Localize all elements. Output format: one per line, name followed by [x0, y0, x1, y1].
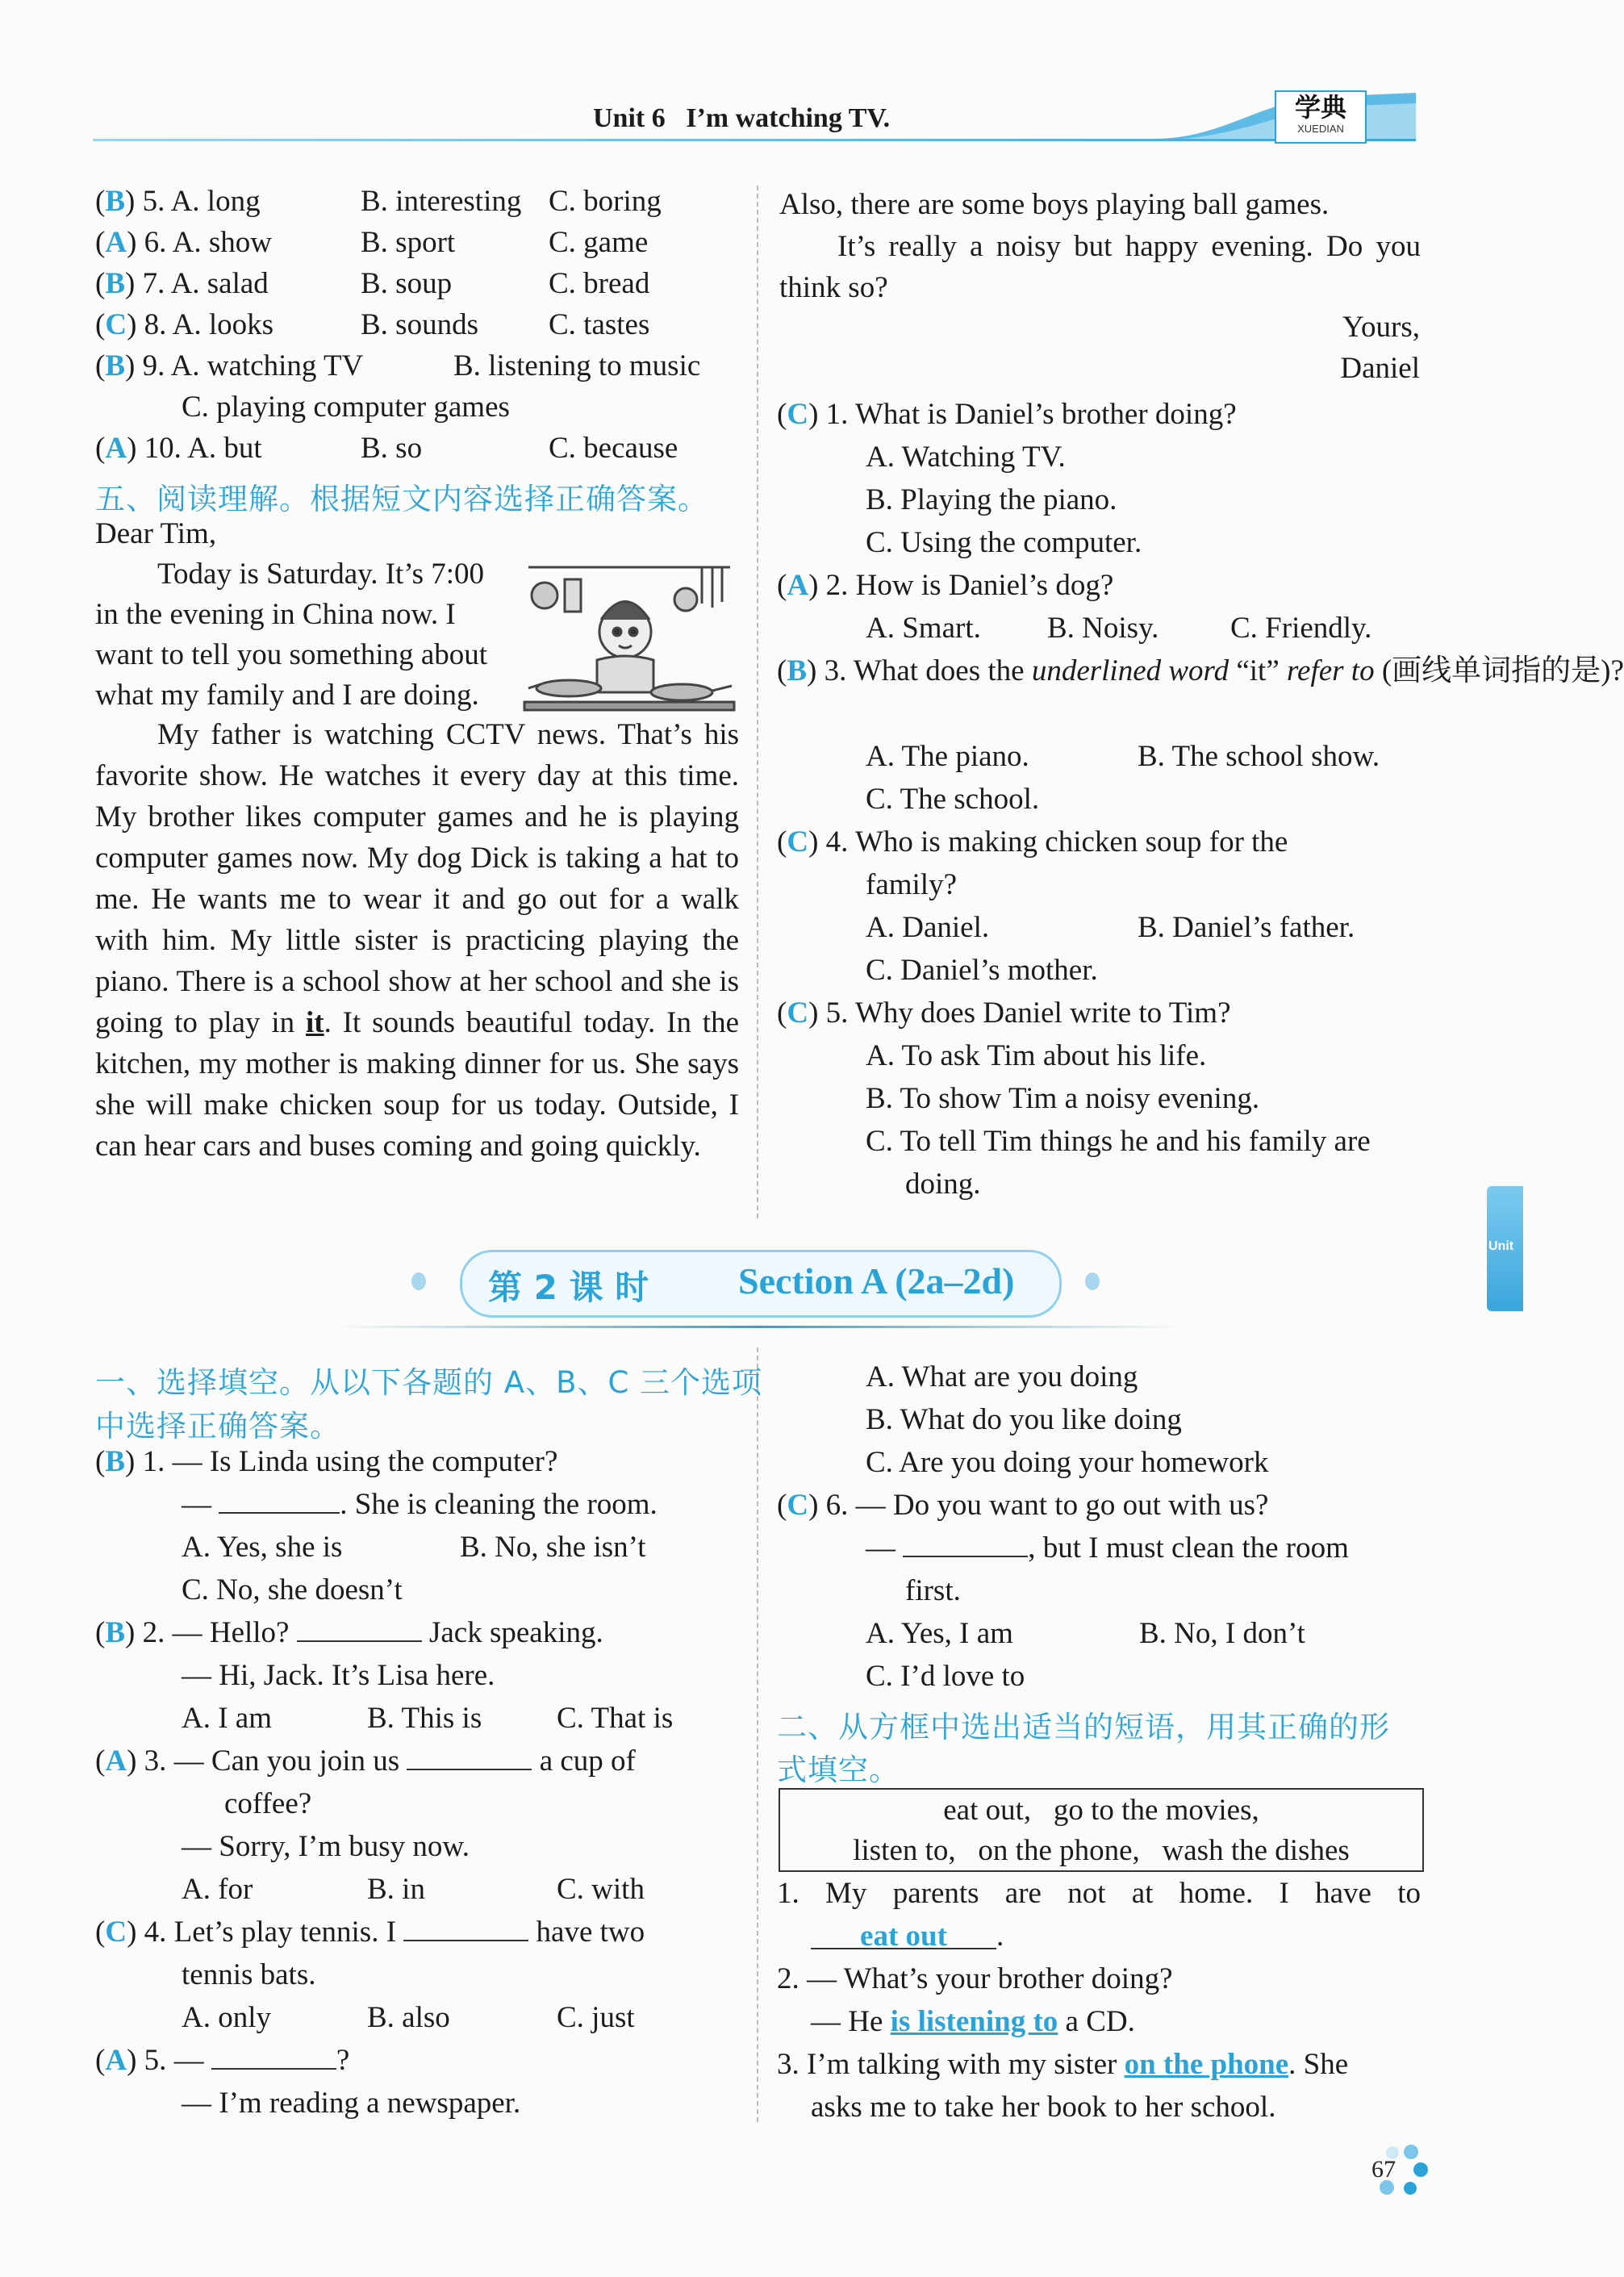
p1q1-line2: — . She is cleaning the room. [182, 1488, 658, 1521]
deco-dot-3 [1413, 2162, 1428, 2177]
p1q4-blank[interactable] [403, 1916, 528, 1941]
banner-dot-left [411, 1272, 426, 1290]
p1q5-line1: (A) 5. — ? [95, 2044, 350, 2077]
cloze-q6-b: B. sport [361, 226, 456, 259]
letter-paragraph-2: My father is watching CCTV news. That’s his favorite show. He watches it every day at this time. My brother likes computer games and he is playing computer games now. My dog Dick is taking a hat to me. He wants me to wear it and go out for a walk with him. My little sister is practicing playing the piano. There is a school show at her school and she is going to play in it. It sounds beautiful today. In the kitchen, my mother is making dinner for us. She says she will make chicken soup for us today. Outside, I can hear cars and buses coming and going quickly. [95, 718, 740, 1163]
rq5-c-line2: doing. [905, 1168, 981, 1201]
cloze-q7: (B) 7. A. salad [95, 267, 269, 300]
page-header [93, 89, 1416, 145]
p1q2-line2: — Hi, Jack. It’s Lisa here. [182, 1659, 495, 1692]
cloze-q9-c: C. playing computer games [182, 391, 510, 424]
p1q6-blank[interactable] [903, 1531, 1028, 1557]
logo-box [1275, 90, 1367, 144]
p1q1-c: C. No, she doesn’t [182, 1573, 403, 1606]
cloze-q5-c: C. boring [549, 185, 662, 218]
p1q6-c: C. I’d love to [866, 1660, 1025, 1693]
rq1-stem: (C) 1. What is Daniel’s brother doing? [777, 398, 1237, 431]
rq5-c-line1: C. To tell Tim things he and his family are [866, 1125, 1371, 1158]
intro-line-1: Today is Saturday. It’s 7:00 [157, 558, 485, 591]
cloze-q7-b: B. soup [361, 267, 453, 300]
rq1-b: B. Playing the piano. [866, 483, 1117, 516]
p1q2-a: A. I am [182, 1702, 272, 1735]
p1q4-a: A. only [182, 2001, 271, 2034]
p2s1-answer-blank[interactable] [811, 1919, 996, 1953]
cloze-q10-b: B. so [361, 432, 423, 465]
p1q6-b: B. No, I don’t [1139, 1617, 1305, 1650]
column-divider-bottom [757, 1347, 758, 2122]
p1q3-line1: (A) 3. — Can you join us a cup of [95, 1744, 636, 1778]
rq4-c: C. Daniel’s mother. [866, 954, 1098, 987]
cloze-q10-c: C. because [549, 432, 678, 465]
letter-greeting: Dear Tim, [95, 517, 217, 550]
rq4-stem-line1: (C) 4. Who is making chicken soup for the [777, 825, 1288, 859]
rq4-a: A. Daniel. [866, 911, 990, 944]
cloze-q6: (A) 6. A. show [95, 226, 272, 259]
part1-heading-line2: 中选择正确答案。 [95, 1409, 340, 1443]
p2s3-line2: asks me to take her book to her school. [811, 2091, 1276, 2124]
rq3-c: C. The school. [866, 783, 1040, 816]
p2s2-line2: — He is listening to a CD. [811, 2005, 1135, 2038]
p1q3-line2: coffee? [224, 1787, 312, 1820]
rq4-stem-line2: family? [866, 868, 958, 901]
p1q2-b: B. This is [367, 1702, 482, 1735]
phrase-box-line2: listen to, on the phone, wash the dishes [853, 1834, 1350, 1867]
letter-closing: Yours, [1342, 311, 1420, 344]
cloze-q6-c: C. game [549, 226, 649, 259]
p2s3-line1: 3. I’m talking with my sister on the phone. She [777, 2048, 1349, 2081]
rq5-a: A. To ask Tim about his life. [866, 1039, 1207, 1072]
p1q2-blank[interactable] [297, 1616, 422, 1642]
underlined-word-it: it [306, 1006, 324, 1039]
part2-heading-line2: 式填空。 [777, 1753, 900, 1787]
section-banner [355, 1247, 1162, 1319]
intro-line-4: what my family and I are doing. [95, 679, 479, 712]
p1q1-blank[interactable] [219, 1488, 340, 1514]
page-number: 67 [1371, 2156, 1396, 2183]
p1q4-line2: tennis bats. [182, 1958, 316, 1991]
cloze-q9-b: B. listening to music [453, 349, 701, 382]
banner-line [331, 1326, 1186, 1328]
part2-heading-line1: 二、从方框中选出适当的短语，用其正确的形 [777, 1710, 1390, 1744]
p2s2-line1: 2. — What’s your brother doing? [777, 1962, 1173, 1995]
p1q1-line1: (B) 1. — Is Linda using the computer? [95, 1445, 558, 1478]
p1q1-b: B. No, she isn’t [460, 1531, 646, 1564]
rq2-b: B. Noisy. [1047, 612, 1159, 645]
letter-paragraph-3: Also, there are some boys playing ball games. [779, 188, 1330, 221]
p1q4-b: B. also [367, 2001, 450, 2034]
p1q2-line1: (B) 2. — Hello? Jack speaking. [95, 1616, 603, 1649]
p1q3-line3: — Sorry, I’m busy now. [182, 1830, 470, 1863]
banner-lesson: 第 2 课 时 [488, 1268, 649, 1307]
p2s2-answer[interactable]: is listening to [890, 2005, 1058, 2038]
cloze-q5: (B) 5. A. long [95, 185, 261, 218]
p2s3-answer[interactable]: on the phone [1124, 2048, 1289, 2081]
cloze-q5-b: B. interesting [361, 185, 522, 218]
p1q5-a: A. What are you doing [866, 1360, 1138, 1393]
column-divider-top [757, 186, 758, 1218]
phrase-box-line1: eat out, go to the movies, [943, 1794, 1259, 1827]
p1q6-line2: — , but I must clean the room [866, 1531, 1349, 1565]
rq4-b: B. Daniel’s father. [1138, 911, 1355, 944]
p1q3-b: B. in [367, 1873, 425, 1906]
p2s1-answer: eat out [860, 1920, 947, 1953]
side-unit-tab [1487, 1186, 1523, 1311]
part1-heading-line1: 一、选择填空。从以下各题的 A、B、C 三个选项 [95, 1365, 763, 1400]
banner-dot-right [1085, 1272, 1100, 1290]
cloze-q9: (B) 9. A. watching TV [95, 349, 364, 382]
cloze-q8-c: C. tastes [549, 308, 650, 341]
rq2-c: C. Friendly. [1230, 612, 1372, 645]
header-title: Unit 6 I’m watching TV. [593, 103, 891, 133]
page-number-decoration [1371, 2145, 1444, 2201]
banner-section: Section A (2a–2d) [738, 1260, 1015, 1301]
side-tab-label: Unit [1488, 1239, 1514, 1253]
rq3-b: B. The school show. [1138, 740, 1380, 773]
intro-line-2: in the evening in China now. I [95, 598, 456, 631]
p1q5-b: B. What do you like doing [866, 1403, 1182, 1436]
letter-paragraph-4: It’s really a noisy but happy evening. Do you think so? [779, 230, 1421, 304]
logo-cn: 学典 [1294, 92, 1346, 123]
p1q5-c: C. Are you doing your homework [866, 1446, 1269, 1479]
rq2-a: A. Smart. [866, 612, 981, 645]
rq1-c: C. Using the computer. [866, 526, 1142, 559]
cooking-girl-illustration [520, 555, 738, 717]
cloze-q8: (C) 8. A. looks [95, 308, 274, 341]
p1q3-a: A. for [182, 1873, 253, 1906]
p1q1-a: A. Yes, she is [182, 1531, 343, 1564]
cloze-q10: (A) 10. A. but [95, 432, 262, 465]
deco-dot-5 [1404, 2182, 1417, 2195]
cloze-q8-b: B. sounds [361, 308, 478, 341]
cloze-q7-c: C. bread [549, 267, 650, 300]
p2s1-line1: 1. My parents are not at home. I have to [777, 1877, 1421, 1910]
p1q3-c: C. with [557, 1873, 645, 1906]
p1q5-line2: — I’m reading a newspaper. [182, 2087, 521, 2120]
p1q6-line1: (C) 6. — Do you want to go out with us? [777, 1489, 1269, 1522]
deco-dot-2 [1404, 2145, 1418, 2159]
p2s1-line2: eat out . [811, 1919, 1004, 1954]
reading-heading: 五、阅读理解。根据短文内容选择正确答案。 [95, 482, 708, 516]
p1q3-blank[interactable] [407, 1744, 532, 1770]
p1q4-line1: (C) 4. Let’s play tennis. I have two [95, 1916, 645, 1949]
rq3-a: A. The piano. [866, 740, 1029, 773]
phrase-box [779, 1788, 1424, 1872]
rq5-b: B. To show Tim a noisy evening. [866, 1082, 1260, 1115]
logo-en: XUEDIAN [1297, 123, 1344, 135]
p1q4-c: C. just [557, 2001, 635, 2034]
p1q5-blank[interactable] [211, 2044, 336, 2070]
rq1-a: A. Watching TV. [866, 441, 1066, 474]
rq3-stem-line1: (B) 3. What does the underlined word “it” refer to (画线单词指的是)? [777, 654, 1624, 687]
p1q6-line3: first. [905, 1574, 961, 1607]
rq5-stem: (C) 5. Why does Daniel write to Tim? [777, 996, 1231, 1030]
p1q6-a: A. Yes, I am [866, 1617, 1013, 1650]
p1q2-c: C. That is [557, 1702, 674, 1735]
rq2-stem: (A) 2. How is Daniel’s dog? [777, 569, 1114, 602]
letter-signature: Daniel [1340, 352, 1420, 385]
intro-line-3: want to tell you something about [95, 638, 488, 671]
